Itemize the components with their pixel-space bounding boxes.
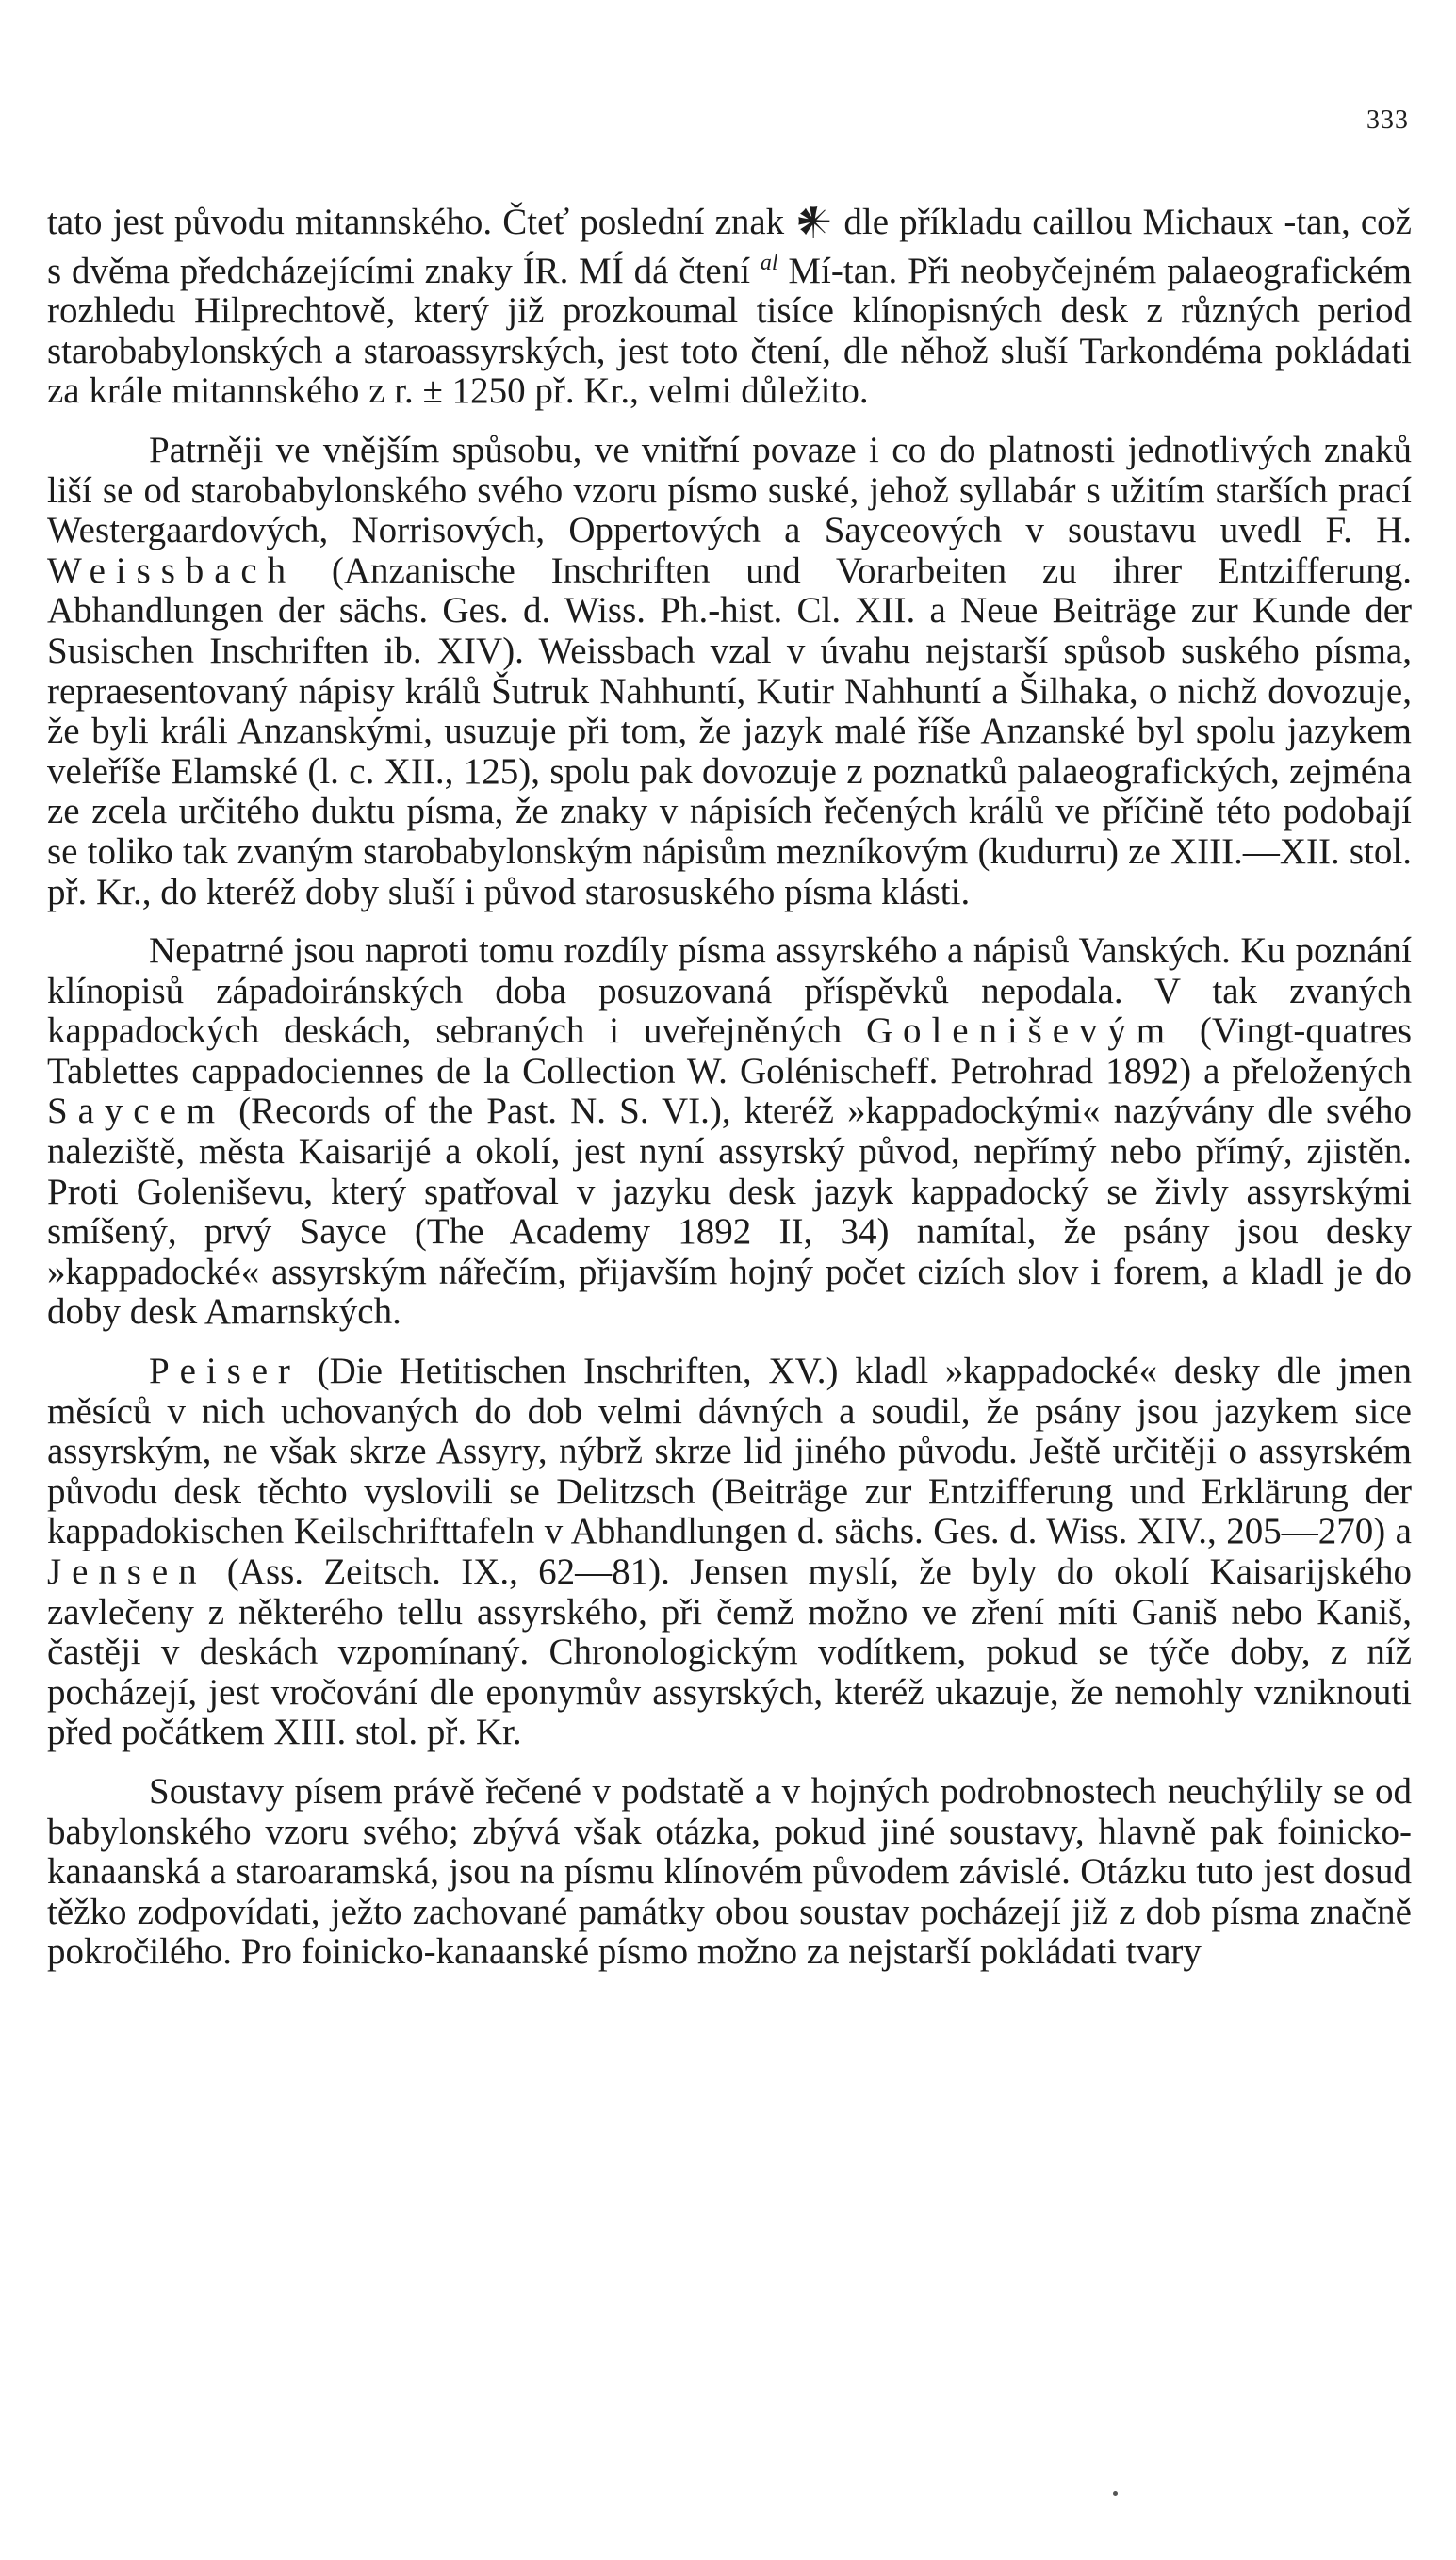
paragraph-text: Nepatrné jsou naproti tomu rozdíly písma assyrského a nápisů Vanských. Ku poznání klínopisů západoiránských doba posuzovaná příspěvků nepodala. V tak zvaných kappadockých deskách, sebraných i uveřejněných xyxy=(47,930,1412,1052)
paragraph-text: dle příkladu caillou Michaux -tan, což s dvěma předcházejícími znaky ÍR. MÍ dá čtení xyxy=(47,202,1412,291)
paragraph-text: tato jest původu mitannského. Čteť poslední znak xyxy=(47,202,795,242)
paragraph-text: (Records of the Past. N. S. VI.), kteréž »kappadockými« nazývány dle svého naleziště, města Kaisarijé a okolí, jest nyní assyrský původ, nepřímý nebo přímý, zjistěn. Proti Goleniševu, který spatřoval v jazyku desk jazyk kappadocký se živly assyrskými smíšený, prvý Sayce (The Academy 1892 II, 34) namítal, že psány jsou desky »kappadocké« assyrským nářečím, přijavším hojný počet cizích slov i forem, a kladl je do doby desk Amarnských. xyxy=(47,1091,1412,1333)
paragraph-text: Mí-tan. Při neobyčejném palaeografickém rozhledu Hilprechtově, který již prozkoumal tisíce klínopisných desk z různých period starobabylonských a staroassyrských, jest toto čtení, dle něhož sluší Tarkondéma pokládati za krále mitannského z r. ± 1250 př. Kr., velmi důležito. xyxy=(47,250,1412,412)
author-name-golenisev: Goleniševým xyxy=(865,1010,1176,1052)
paragraph-5 xyxy=(47,1772,1412,1973)
paragraph-text: (Anzanische Inschriften und Vorarbeiten zu ihrer Entzifferung. Abhandlungen der sächs. Ges. d. Wiss. Ph.-hist. Cl. XII. a Neue Beiträge zur Kunde der Susischen Inschriften ib. XIV). Weissbach vzal v úvahu nejstarší spůsob suského písma, repraesentovaný nápisy králů Šutruk Nahhuntí, Kutir Nahhuntí a Šilhaka, o nichž dovozuje, že byli králi Anzanskými, usuzuje při tom, že jazyk malé říše Anzanské byl spolu jazykem veleříše Elamské (l. c. XII., 125), spolu pak dovozuje z poznatků palaeografických, zejména ze zcela určitého duktu písma, že znaky v nápisích řečených králů ve příčině této podobají se toliko tak zvaným starobabylonským nápisům mezníkovým (kudurru) ze XIII.—XII. stol. př. Kr., do kteréž doby sluší i původ starosuského písma klásti. xyxy=(47,550,1412,912)
superscript-al: al xyxy=(760,250,778,275)
paragraph-text: Patrněji ve vnějším spůsobu, ve vnitřní povaze i co do platnosti jednotlivých znaků liší se od starobabylonského svého vzoru písmo suské, jehož syllabár s užitím starších prací Westergaardových, Norrisových, Oppertových a Sayceových v soustavu uvedl F. H. xyxy=(47,429,1412,551)
paragraph-4 xyxy=(47,1352,1412,1753)
author-name-jensen: Jensen xyxy=(47,1551,207,1592)
paragraph-text: (Die Hetitischen Inschriften, XV.) kladl »kappadocké« desky dle jmen měsíců v nich uchovaných do dob velmi dávných a soudil, že psány jsou jazykem sice assyrským, ne však skrze Assyry, nýbrž skrze lid jiného původu. Ještě určitěji o assyrském původu desk těchto vyslovili se Delitzsch (Beiträge zur Entzifferung und Erklärung der kappadokischen Keilschrifttafeln v Abhandlungen d. sächs. Ges. d. Wiss. XIV., 205—270) a xyxy=(47,1351,1412,1552)
page-number: 333 xyxy=(1366,106,1409,135)
print-speck xyxy=(1113,2491,1118,2496)
paragraph-text: Soustavy písem právě řečené v podstatě a v hojných podrobnostech neuchýlily se od babylonského vzoru svého; zbývá však otázka, pokud jiné soustavy, hlavně pak foinicko-kanaanská a staroaramská, jsou na písmu klínovém původem závislé. Otázku tuto jest dosud těžko zodpovídati, ježto zachované památky obou soustav pocházejí již z dob písma značně pokročilého. Pro foinicko-kanaanské písmo možno za nejstarší pokládati tvary xyxy=(47,1770,1412,1973)
paragraph-text: (Vingt-quatres Tablettes cappadociennes de la Collection W. Golénischeff. Petrohrad 1892) a přeložených xyxy=(47,1010,1413,1091)
paragraph-text: (Ass. Zeitsch. IX., 62—81). Jensen myslí, že byly do okolí Kaisarijského zavlečeny z některého tellu assyrského, při čemž možno ve zření míti Ganiš nebo Kaniš, častěji v deskách vzpomínaný. Chronologickým vodítkem, pokud se týče doby, z níž pocházejí, jest vročování dle eponymův assyrských, kteréž ukazuje, že nemohly vzniknouti před počátkem XIII. stol. př. Kr. xyxy=(47,1551,1412,1753)
cuneiform-sign: 𒀭 xyxy=(794,202,834,242)
body-text xyxy=(47,203,1412,1992)
paragraph-1 xyxy=(47,203,1412,412)
author-name-weissbach: Weissbach xyxy=(47,550,297,591)
paragraph-2 xyxy=(47,431,1412,912)
author-name-peiser: Peiser xyxy=(149,1351,301,1392)
author-name-sayce: Saycem xyxy=(47,1091,225,1132)
paragraph-3 xyxy=(47,931,1412,1333)
